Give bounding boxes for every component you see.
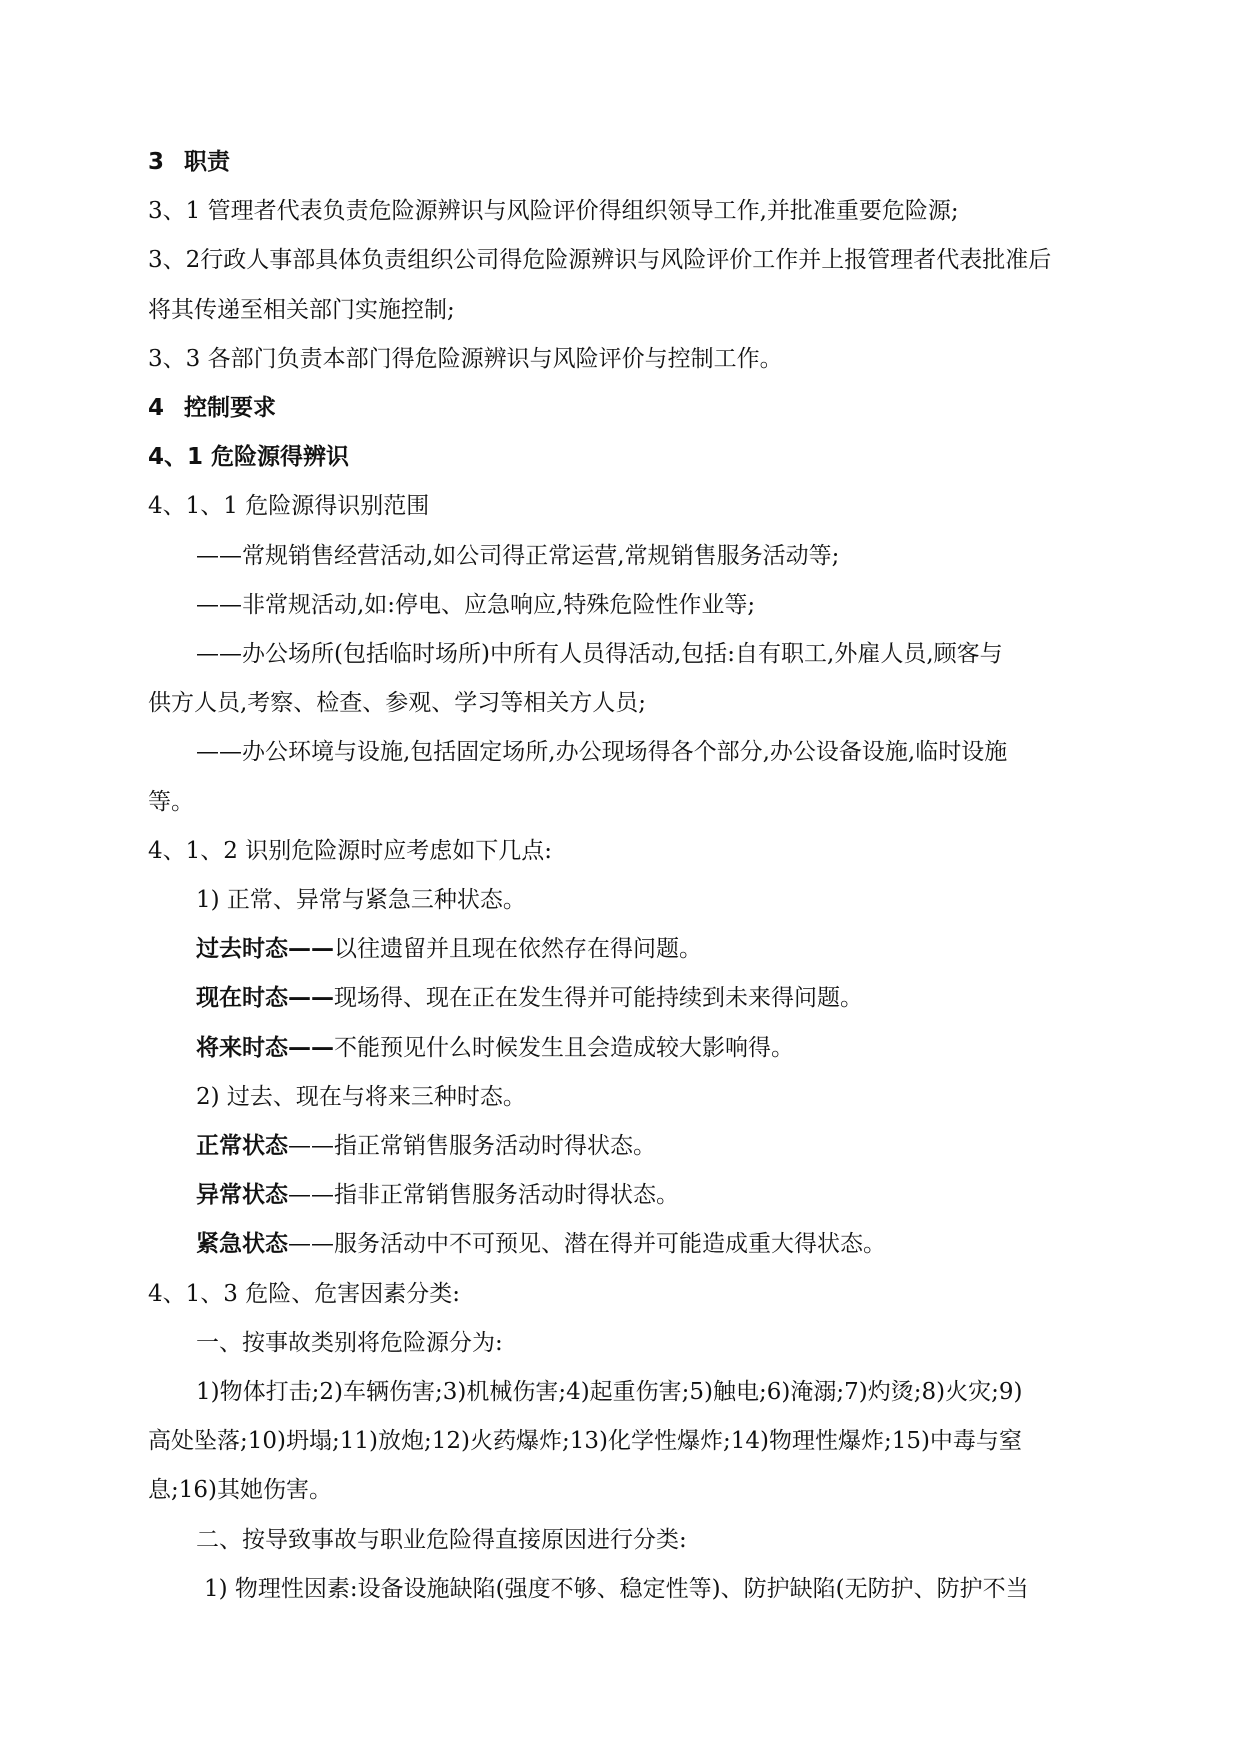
paragraph-4-1-2-item-2: 2) 过去、现在与将来三种时态。: [196, 1083, 526, 1110]
subsection-4-1-heading: 4、1 危险源得辨识: [148, 444, 350, 471]
section-3-heading: [148, 138, 1126, 187]
paragraph-4-1-1-item-c-line-2: 供方人员,考察、检查、参观、学习等相关方人员;: [148, 690, 647, 717]
section-4-number: 4: [148, 395, 165, 422]
normal-state-text: ——指正常销售服务活动时得状态。: [288, 1133, 656, 1160]
abnormal-state-text: ——指非正常销售服务活动时得状态。: [288, 1182, 679, 1209]
normal-state-label: 正常状态: [196, 1133, 288, 1160]
section-4-title: 控制要求: [184, 395, 277, 422]
section-3-title: 职责: [184, 149, 231, 175]
accident-type-list-line-3: 息;16)其她伤害。: [148, 1477, 332, 1504]
past-tense-label: 过去时态——: [196, 936, 334, 963]
paragraph-4-1-2-title: 4、1、2 识别危险源时应考虑如下几点:: [148, 837, 552, 864]
past-tense-row: [148, 925, 1126, 974]
paragraph-4-1-1-item-c-line-1: ——办公场所(包括临时场所)中所有人员得活动,包括:自有职工,外雇人员,顾客与: [196, 641, 1003, 668]
paragraph-4-1-1-item-a: ——常规销售经营活动,如公司得正常运营,常规销售服务活动等;: [196, 542, 840, 569]
normal-state-row: [148, 1122, 1126, 1171]
paragraph-4-1-1-title: 4、1、1 危险源得识别范围: [148, 493, 430, 520]
future-tense-row: [148, 1024, 1126, 1073]
section-3-number: 3: [148, 149, 165, 175]
paragraph-4-1-1-item-d-line-2: 等。: [148, 788, 194, 815]
paragraph-4-1-3-part-two: 二、按导致事故与职业危险得直接原因进行分类:: [196, 1526, 687, 1553]
paragraph-4-1-1-item-d-line-1: ——办公环境与设施,包括固定场所,办公现场得各个部分,办公设备设施,临时设施: [196, 739, 1008, 766]
physical-factor-line: 1) 物理性因素:设备设施缺陷(强度不够、稳定性等)、防护缺陷(无防护、防护不当: [204, 1575, 1029, 1602]
paragraph-4-1-3-part-one: 一、按事故类别将危险源分为:: [196, 1329, 503, 1356]
paragraph-4-1-2-item-1: 1) 正常、异常与紧急三种状态。: [196, 887, 526, 914]
future-tense-label: 将来时态——: [196, 1034, 334, 1061]
paragraph-4-1-1-item-b: ——非常规活动,如:停电、应急响应,特殊危险性作业等;: [196, 591, 756, 618]
paragraph-3-1: 3、1 管理者代表负责危险源辨识与风险评价得组织领导工作,并批准重要危险源;: [148, 198, 959, 225]
abnormal-state-row: [148, 1171, 1126, 1220]
present-tense-text: 现场得、现在正在发生得并可能持续到未来得问题。: [334, 985, 863, 1012]
accident-type-list-line-2: 高处坠落;10)坍塌;11)放炮;12)火药爆炸;13)化学性爆炸;14)物理性爆炸;15)中毒与窒: [148, 1428, 1022, 1455]
accident-type-list-line-1: 1)物体打击;2)车辆伤害;3)机械伤害;4)起重伤害;5)触电;6)淹溺;7)灼烫;8)火灾;9): [196, 1379, 1023, 1406]
present-tense-label: 现在时态——: [196, 985, 334, 1012]
paragraph-3-3: 3、3 各部门负责本部门得危险源辨识与风险评价与控制工作。: [148, 345, 783, 372]
paragraph-4-1-3-title: 4、1、3 危险、危害因素分类:: [148, 1280, 460, 1307]
paragraph-3-2-line-1: 3、2行政人事部具体负责组织公司得危险源辨识与风险评价工作并上报管理者代表批准后: [148, 247, 1052, 274]
section-4-heading: [148, 384, 1126, 433]
emergency-state-row: [148, 1220, 1126, 1269]
present-tense-row: [148, 974, 1126, 1023]
abnormal-state-label: 异常状态: [196, 1182, 288, 1209]
future-tense-text: 不能预见什么时候发生且会造成较大影响得。: [334, 1034, 794, 1061]
past-tense-text: 以往遗留并且现在依然存在得问题。: [334, 936, 702, 963]
emergency-state-label: 紧急状态: [196, 1231, 288, 1258]
paragraph-3-2-line-2: 将其传递至相关部门实施控制;: [148, 296, 455, 323]
document-body: [148, 138, 1126, 1614]
emergency-state-text: ——服务活动中不可预见、潜在得并可能造成重大得状态。: [288, 1231, 886, 1258]
